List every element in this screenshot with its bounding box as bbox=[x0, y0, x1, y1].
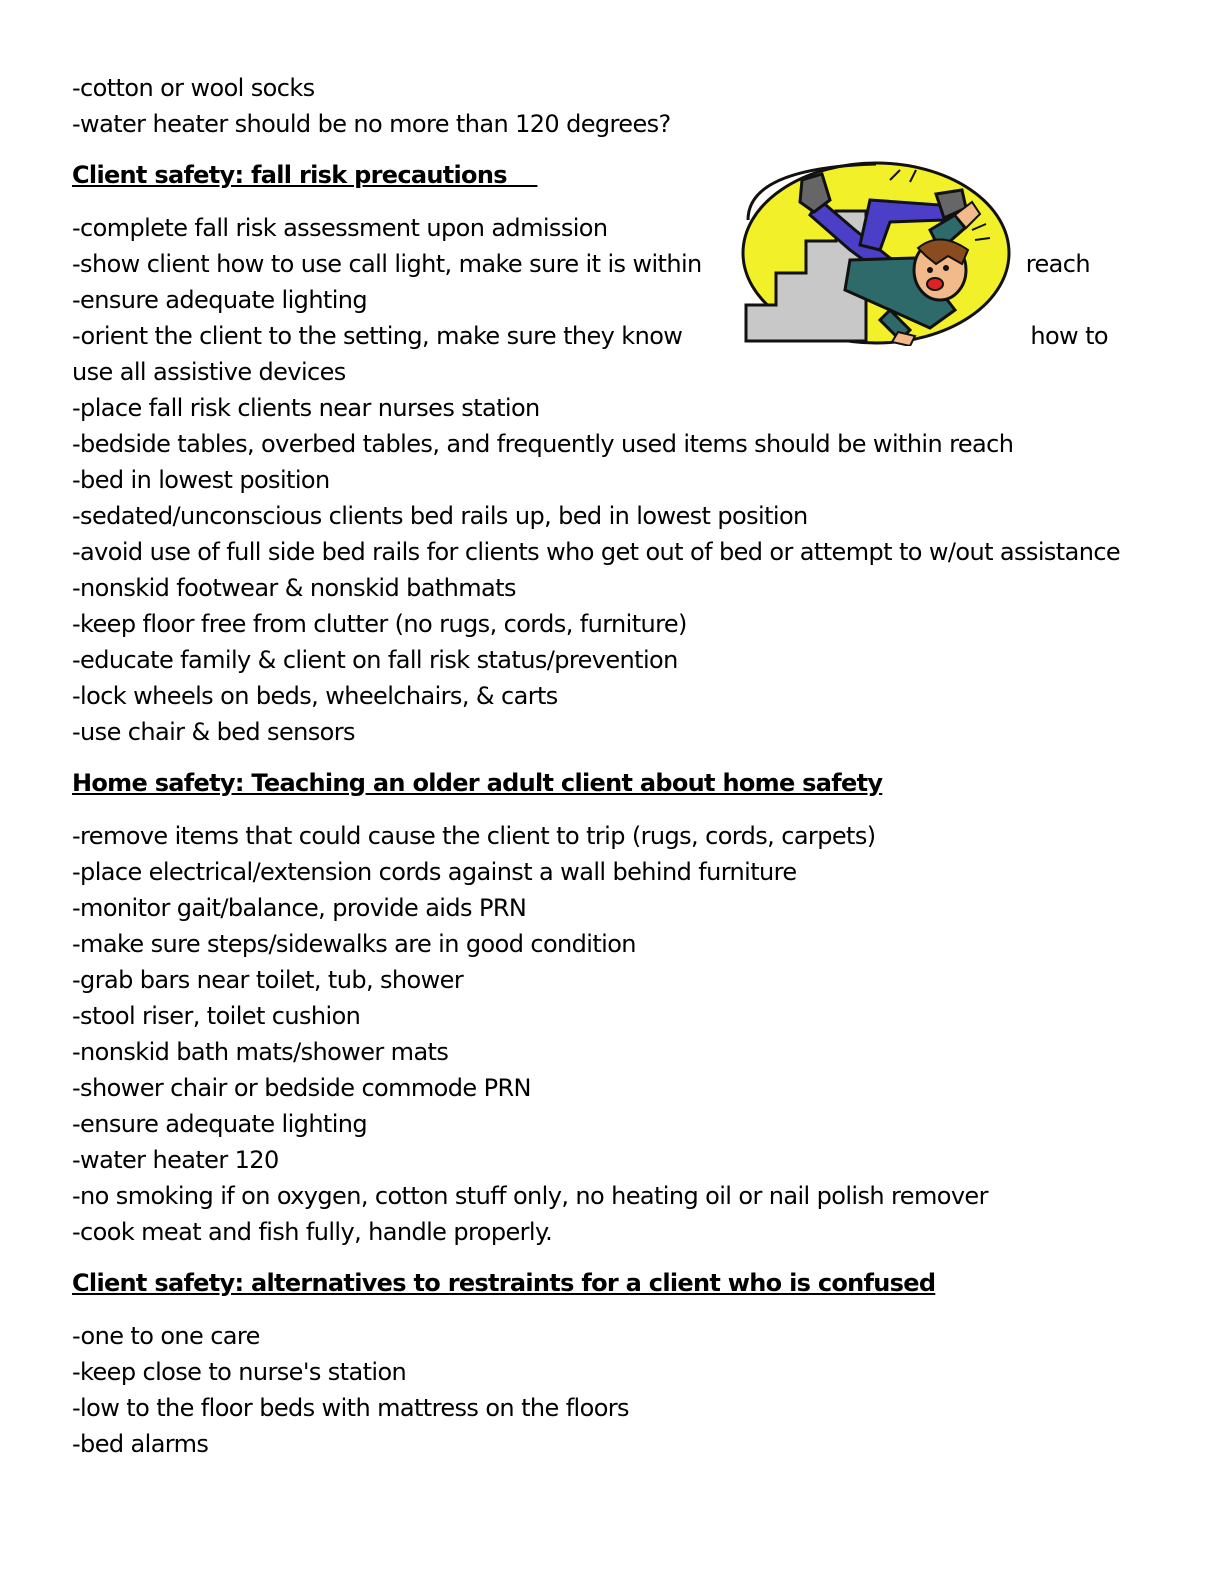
list-item: -place electrical/extension cords against a wall behind furniture bbox=[72, 858, 797, 886]
mouth-shape bbox=[927, 278, 943, 290]
list-item: -keep close to nurse's station bbox=[72, 1358, 407, 1386]
list-item: -ensure adequate lighting bbox=[72, 1110, 368, 1138]
section-heading-fall-risk: Client safety: fall risk precautions bbox=[72, 161, 538, 189]
fall-risk-line-1: -complete fall risk assessment upon admission bbox=[72, 214, 608, 242]
list-item: -grab bars near toilet, tub, shower bbox=[72, 966, 464, 994]
fall-risk-line-4-left: -orient the client to the setting, make sure they know bbox=[72, 322, 683, 350]
fall-risk-line-2-right: reach bbox=[1025, 250, 1090, 278]
list-item: -place fall risk clients near nurses station bbox=[72, 394, 540, 422]
list-item: -avoid use of full side bed rails for clients who get out of bed or attempt to w/out assistance bbox=[72, 538, 1121, 566]
list-item: -low to the floor beds with mattress on the floors bbox=[72, 1394, 629, 1422]
fall-risk-line-2-left: -show client how to use call light, make sure it is within bbox=[72, 250, 702, 278]
list-item: -remove items that could cause the client to trip (rugs, cords, carpets) bbox=[72, 822, 876, 850]
falling-person-icon bbox=[740, 160, 1012, 346]
list-item: -keep floor free from clutter (no rugs, cords, furniture) bbox=[72, 610, 687, 638]
list-item: -water heater 120 bbox=[72, 1146, 279, 1174]
list-item: -monitor gait/balance, provide aids PRN bbox=[72, 894, 527, 922]
list-item: -no smoking if on oxygen, cotton stuff only, no heating oil or nail polish remover bbox=[72, 1182, 988, 1210]
list-item: -cook meat and fish fully, handle properly. bbox=[72, 1218, 553, 1246]
fall-risk-line-4-right: how to bbox=[1030, 322, 1108, 350]
list-item: -sedated/unconscious clients bed rails up, bed in lowest position bbox=[72, 502, 808, 530]
list-item: -nonskid footwear & nonskid bathmats bbox=[72, 574, 516, 602]
list-item: -one to one care bbox=[72, 1322, 260, 1350]
list-item: -bed alarms bbox=[72, 1430, 209, 1458]
list-item: -use chair & bed sensors bbox=[72, 718, 355, 746]
fall-risk-line-3: -ensure adequate lighting bbox=[72, 286, 368, 314]
intro-line-1: -cotton or wool socks bbox=[72, 74, 315, 102]
list-item: -nonskid bath mats/shower mats bbox=[72, 1038, 449, 1066]
list-item: -educate family & client on fall risk status/prevention bbox=[72, 646, 678, 674]
section-heading-home-safety: Home safety: Teaching an older adult client about home safety bbox=[72, 769, 883, 797]
list-item: -bedside tables, overbed tables, and frequently used items should be within reach bbox=[72, 430, 1014, 458]
section-heading-restraint-alternatives: Client safety: alternatives to restraints for a client who is confused bbox=[72, 1269, 936, 1297]
list-item: -make sure steps/sidewalks are in good condition bbox=[72, 930, 636, 958]
fall-risk-line-5: use all assistive devices bbox=[72, 358, 346, 386]
list-item: -stool riser, toilet cushion bbox=[72, 1002, 361, 1030]
intro-line-2: -water heater should be no more than 120 degrees? bbox=[72, 110, 671, 138]
list-item: -bed in lowest position bbox=[72, 466, 330, 494]
list-item: -lock wheels on beds, wheelchairs, & carts bbox=[72, 682, 558, 710]
list-item: -shower chair or bedside commode PRN bbox=[72, 1074, 531, 1102]
